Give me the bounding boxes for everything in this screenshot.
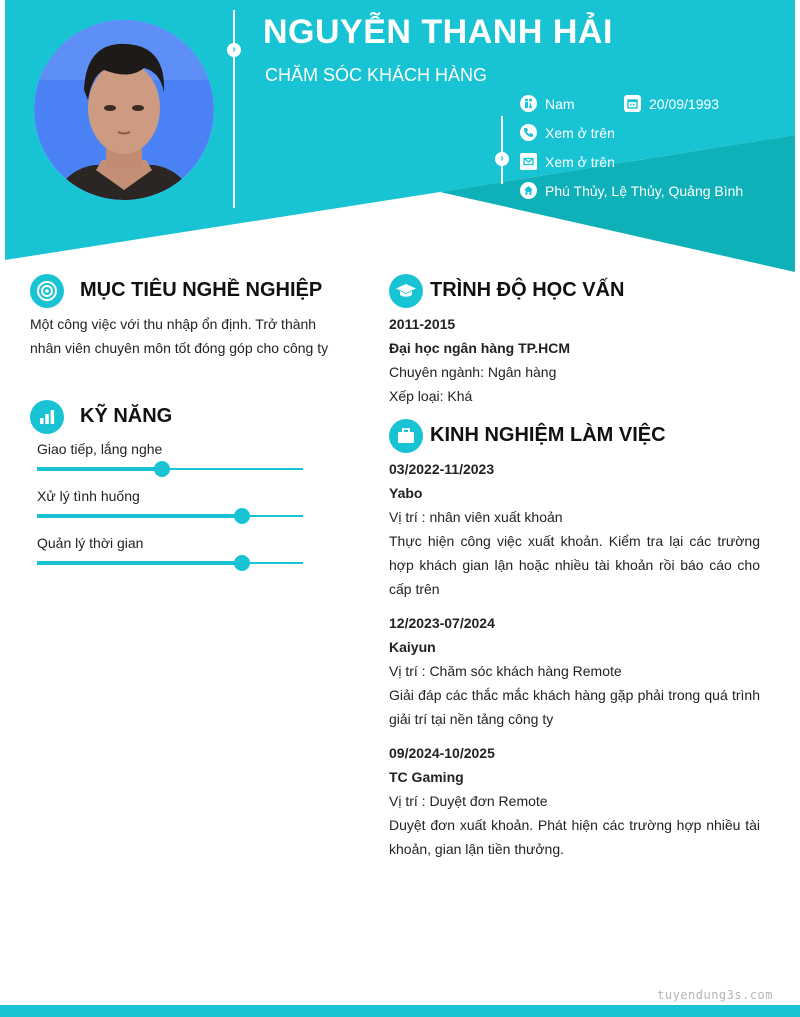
skill-bar [37,468,303,470]
education-school: Đại học ngân hàng TP.HCM [389,340,570,356]
job-position: Vị trí : Chăm sóc khách hàng Remote [389,663,622,679]
skill-bar-fill [37,467,162,471]
job-period: 09/2024-10/2025 [389,745,495,761]
skill-bar-knob [154,461,170,477]
job-period: 12/2023-07/2024 [389,615,495,631]
contact-gender [520,95,575,112]
skill-bar-knob [234,555,250,571]
graduation-cap-icon [389,274,423,308]
job-company: Yabo [389,485,423,501]
job-position: Vị trí : nhân viên xuất khoản [389,509,563,525]
skill-label: Giao tiếp, lắng nghe [37,441,163,457]
footer-bar [0,1005,800,1017]
bar-chart-icon [30,400,64,434]
skill-bar-fill [37,514,242,518]
target-icon [30,274,64,308]
education-grade: Xếp loại: Khá [389,388,473,404]
header-divider [233,10,235,208]
job-position: Vị trí : Duyệt đơn Remote [389,793,548,809]
gender-icon [520,95,537,112]
skill-bar-knob [234,508,250,524]
address-value: Phú Thủy, Lệ Thủy, Quảng Bình [545,182,744,199]
gender-value: Nam [545,95,575,112]
contact-address [520,182,743,199]
education-major: Chuyên ngành: Ngân hàng [389,364,557,380]
job-description: Duyệt đơn xuất khoản. Phát hiện các trường hợp nhiều tài khoản, gian lận tiền thưởng. [389,817,760,857]
contact-birthday [624,95,719,112]
birthday-value: 20/09/1993 [649,95,720,112]
job-period: 03/2022-11/2023 [389,461,495,477]
job-title: CHĂM SÓC KHÁCH HÀNG [265,65,488,85]
calendar-icon [624,95,641,112]
job-description: Giải đáp các thắc mắc khách hàng gặp phải trong quá trình giải trí tại nền tảng công ty [389,687,760,727]
skill-bar [37,562,303,564]
phone-value: Xem ở trên [545,124,615,141]
education-period: 2011-2015 [389,316,456,332]
briefcase-icon [389,419,423,453]
skill-bar [37,515,303,517]
mail-icon [520,153,537,170]
skills-title: KỸ NĂNG [80,405,173,427]
chevron-right-icon: › [227,43,241,57]
profile-photo [34,20,214,200]
contact-email [520,153,615,170]
contact-phone [520,124,615,141]
experience-title: KINH NGHIỆM LÀM VIỆC [430,424,666,446]
skill-bar-fill [37,561,242,565]
watermark: tuyendung3s.com [657,988,773,1002]
objective-text: Một công việc với thu nhập ổn định. Trở thành nhân viên chuyên môn tốt đóng góp cho công ty [30,316,329,356]
avatar [34,20,214,200]
skill-label: Quản lý thời gian [37,535,144,551]
objective-title: MỤC TIÊU NGHỀ NGHIỆP [80,279,323,301]
email-value: Xem ở trên [545,153,615,170]
home-icon [520,182,537,199]
chevron-right-icon: › [495,152,509,166]
education-title: TRÌNH ĐỘ HỌC VẤN [430,279,625,301]
phone-icon [520,124,537,141]
job-company: TC Gaming [389,769,464,785]
job-description: Thực hiện công việc xuất khoản. Kiểm tra lại các trường hợp khách gian lận hoặc nhiều tài khoản rồi báo cáo cho cấp trên [389,533,760,597]
skill-label: Xử lý tình huống [37,488,140,504]
job-company: Kaiyun [389,639,436,655]
candidate-name: NGUYỄN THANH HẢI [263,13,613,51]
contact-divider [501,116,503,184]
